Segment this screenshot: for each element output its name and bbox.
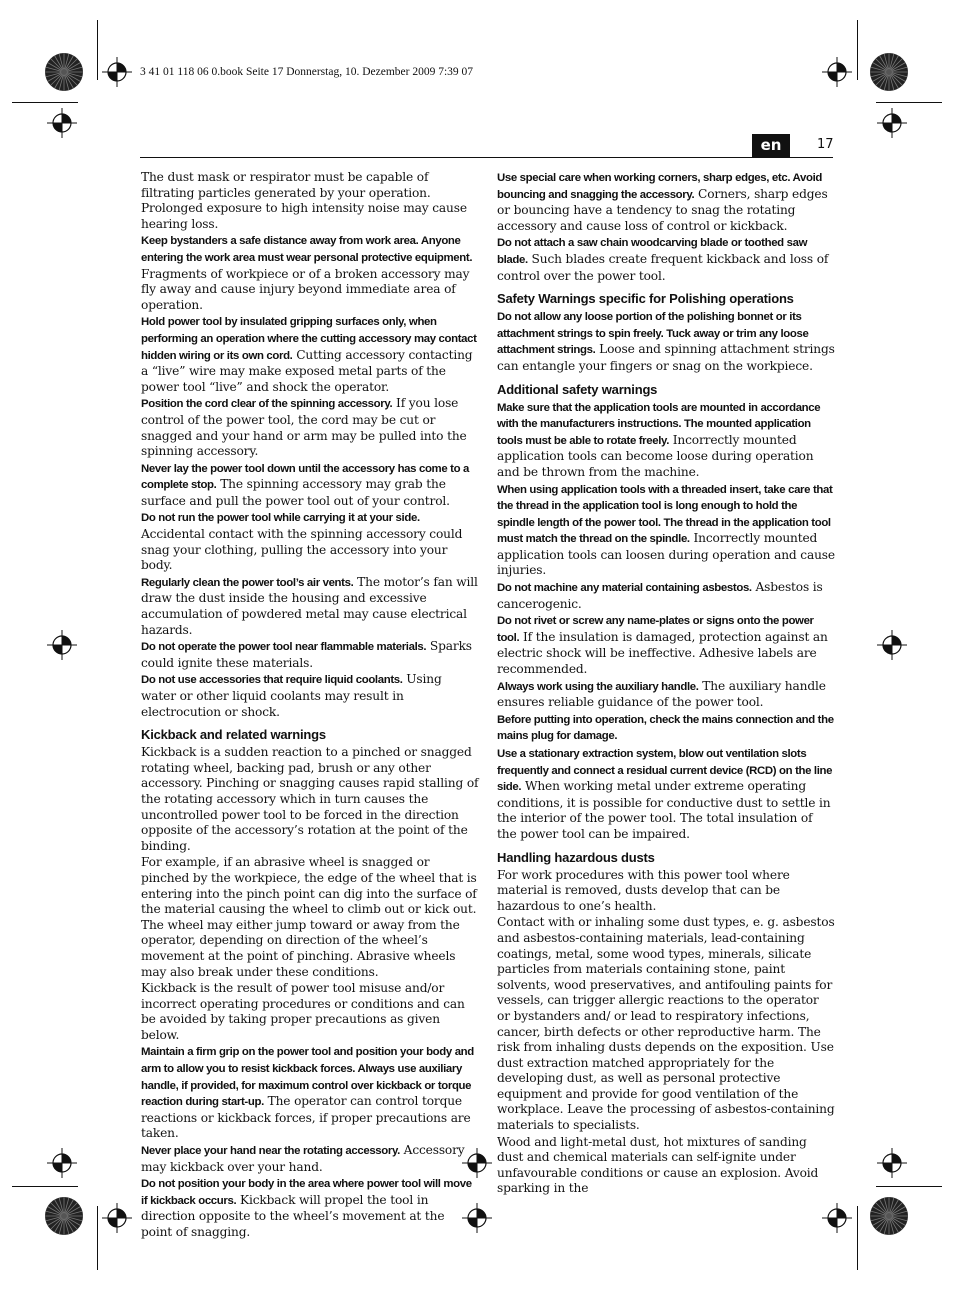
paragraph: [141, 314, 479, 395]
registration-mark-icon: [102, 57, 132, 87]
section-heading: Safety Warnings specific for Polishing operations: [497, 291, 794, 307]
paragraph-text: The dust mask or respirator must be capable of filtrating particles generated by your operation. Prolonged exposure to high intensity noise may cause hearing loss.: [141, 170, 467, 231]
section-heading: Additional safety warnings: [497, 381, 658, 397]
warning-lead: Do not run the power tool while carrying it at your side.: [141, 512, 420, 525]
warning-lead: When using application tools with a threaded insert, take care that the thread in the application tool is long enough to hold the spindle length of the power tool. The thread in the application tool must match the thread on the spindle.: [497, 483, 833, 546]
paragraph: [497, 400, 835, 481]
section-heading: Handling hazardous dusts: [497, 849, 655, 865]
warning-lead: Do not operate the power tool near flammable materials.: [141, 641, 427, 654]
paragraph-text: If the insulation is damaged, protection against an electric shock will be ineffective. Adhesive labels are recommended.: [497, 629, 828, 677]
paragraph-text: Fragments of workpiece or of a broken accessory may fly away and cause injury beyond immediate area of operation.: [141, 266, 470, 312]
registration-mark-icon: [462, 1203, 492, 1233]
paragraph-text: Kickback will propel the tool in direction opposite to the wheel’s movement at the point of snagging.: [141, 1192, 445, 1239]
paragraph: [497, 679, 835, 711]
color-target-icon: [44, 1196, 84, 1236]
left-column: [141, 170, 479, 1242]
warning-lead: Always work using the auxiliary handle.: [497, 680, 699, 693]
paragraph: [497, 868, 835, 915]
paragraph-text: The auxiliary handle ensures reliable guidance of the power tool.: [497, 678, 826, 710]
registration-mark-icon: [462, 1148, 492, 1178]
paragraph-text: Loose and spinning attachment strings can entangle your fingers or snag on the workpiece.: [497, 342, 835, 373]
paragraph-text: Cutting accessory contacting a “live” wire may make exposed metal parts of the power tool “live” and shock the operator.: [141, 347, 473, 394]
warning-lead: Make sure that the application tools are mounted in accordance with the manufacturers instructions. The mounted application tools must be able to rotate freely.: [497, 401, 821, 447]
paragraph-text: For example, if an abrasive wheel is snagged or pinched by the workpiece, the edge of the wheel that is entering into the pinch point can dig into the surface of the material causing the wheel to climb out or kick out. The wheel may either jump toward or away from the operator, depending on direction of the wheel’s movement at the point of pinching. Abrasive wheels may also break under these conditions.: [141, 855, 477, 979]
paragraph-text: Accessory may kickback over your hand.: [141, 1143, 465, 1174]
paragraph: [141, 575, 479, 638]
section-heading: Kickback and related warnings: [141, 727, 326, 743]
paragraph: [141, 745, 479, 854]
paragraph-text: The motor’s fan will draw the dust inside the housing and excessive accumulation of powdered metal may cause electrical hazards.: [141, 574, 478, 637]
registration-mark-icon: [102, 1203, 132, 1233]
warning-lead: Do not rivet or screw any name-plates or signs onto the power tool.: [497, 615, 814, 644]
paragraph: [497, 1135, 835, 1197]
paragraph-text: For work procedures with this power tool where material is removed, dusts develop that can be hazardous to one’s health.: [497, 867, 790, 913]
paragraph-text: Such blades create frequent kickback and loss of control over the power tool.: [497, 251, 829, 283]
warning-lead: Position the cord clear of the spinning accessory.: [141, 398, 393, 411]
paragraph: [497, 746, 835, 843]
registration-mark-icon: [822, 1203, 852, 1233]
paragraph-text: Using water or other liquid coolants may result in electrocution or shock.: [141, 672, 442, 719]
warning-lead: Before putting into operation, check the mains connection and the mains plug for damage.: [497, 713, 834, 743]
crop-mark: [876, 102, 942, 103]
paragraph: [141, 639, 479, 671]
paragraph-text: Sparks could ignite these materials.: [141, 639, 472, 670]
paragraph-text: Incorrectly mounted application tools can loosen during operation and cause injuries.: [497, 531, 835, 578]
paragraph-text: The operator can control torque reactions or kickback forces, if proper precautions are taken.: [141, 1094, 471, 1141]
warning-lead: Use a stationary extraction system, blow out ventilation slots frequently and connect a residual current device (RCD) on the line side.: [497, 748, 833, 794]
paragraph-text: Asbestos is cancerogenic.: [497, 580, 823, 611]
registration-mark-icon: [47, 630, 77, 660]
warning-lead: Do not machine any material containing asbestos.: [497, 582, 752, 595]
crop-mark: [97, 20, 98, 80]
warning-lead: Do not attach a saw chain woodcarving blade or toothed saw blade.: [497, 237, 808, 266]
crop-mark: [857, 20, 858, 80]
color-target-icon: [869, 52, 909, 92]
paragraph-text: Wood and light-metal dust, hot mixtures of sanding dust and chemical materials can self-ignite under unfavourable conditions or cause an explosion. Avoid sparking in the: [497, 1134, 819, 1196]
paragraph-text: Contact with or inhaling some dust types, e. g. asbestos and asbestos-containing materials, lead-containing coatings, metal, some wood types, minerals, silicate particles from materials containing stone, paint solvents, wood preservatives, and antifouling paints for vessels, can trigger allergic reactions to the operator or bystanders and/ or lead to respiratory infections, cancer, birth defects or other reproductive harm. The risk from inhaling dusts depends on the exposition. Use dust extraction matched appropriately for the developing dust, as well as personal protective equipment and provide for good ventilation of the workplace. Leave the processing of asbestos-containing materials to specialists.: [497, 915, 835, 1133]
paragraph: [141, 461, 479, 510]
warning-lead: Do not allow any loose portion of the polishing bonnet or its attachment strings to spin freely. Tuck away or trim any loose attachment strings.: [497, 311, 809, 357]
warning-lead: Keep bystanders a safe distance away from work area. Anyone entering the work area must wear personal protective equipment.: [141, 235, 473, 264]
paragraph: [141, 672, 479, 720]
warning-lead: Maintain a firm grip on the power tool and position your body and arm to allow you to resist kickback forces. Always use auxiliary handle, if provided, for maximum control over kickback or torque reaction during start-up.: [141, 1046, 474, 1109]
paragraph: [141, 396, 479, 459]
paragraph: [497, 309, 835, 374]
warning-lead: Do not use accessories that require liquid coolants.: [141, 674, 403, 687]
warning-lead: Do not position your body in the area where power tool will move if kickback occurs.: [141, 1178, 472, 1207]
warning-lead: Never lay the power tool down until the accessory has come to a complete stop.: [141, 462, 469, 492]
paragraph: [497, 712, 835, 745]
paragraph-text: Kickback is a sudden reaction to a pinched or snagged rotating wheel, backing pad, brush or any other accessory. Pinching or snagging causes rapid stalling of the rotating accessory which in turn causes the uncontrolled power tool to be forced in the direction opposite of the accessory’s rotation at the point of the binding.: [141, 745, 479, 853]
paragraph-text: Kickback is the result of power tool misuse and/or incorrect operating procedures or conditions and can be avoided by taking proper precautions as given below.: [141, 981, 465, 1042]
warning-lead: Never place your hand near the rotating accessory.: [141, 1145, 400, 1158]
registration-mark-icon: [877, 108, 907, 138]
paragraph-text: Accidental contact with the spinning accessory could snag your clothing, pulling the accessory into your body.: [141, 527, 463, 573]
language-tab: en: [752, 134, 790, 157]
paragraph: [497, 580, 835, 612]
paragraph: [141, 1044, 479, 1142]
paragraph: [141, 233, 479, 313]
paragraph-text: If you lose control of the power tool, the cord may be cut or snagged and your hand or arm may be pulled into the spinning accessory.: [141, 396, 467, 459]
right-column: [497, 170, 835, 1198]
paragraph-text: Corners, sharp edges or bouncing have a tendency to snag the rotating accessory and cause loss of control or kickback.: [497, 186, 828, 233]
registration-mark-icon: [877, 630, 907, 660]
paragraph-text: The spinning accessory may grab the surface and pull the power tool out of your control.: [141, 477, 450, 508]
paragraph-text: Incorrectly mounted application tools can become loose during operation and be thrown from the machine.: [497, 432, 814, 479]
paragraph: [141, 855, 479, 980]
registration-mark-icon: [877, 1148, 907, 1178]
page-number: 17: [817, 137, 834, 152]
print-slug: 3 41 01 118 06 0.book Seite 17 Donnerstag, 10. Dezember 2009 7:39 07: [140, 66, 474, 78]
color-target-icon: [869, 1196, 909, 1236]
paragraph: [141, 981, 479, 1043]
paragraph: [497, 482, 835, 580]
header-rule: [140, 157, 833, 158]
crop-mark: [97, 1206, 98, 1270]
paragraph: [497, 235, 835, 284]
paragraph: [141, 170, 479, 232]
crop-mark: [12, 102, 78, 103]
color-target-icon: [44, 52, 84, 92]
paragraph-text: When working metal under extreme operating conditions, it is possible for conductive dust to settle in the interior of the power tool. The total insulation of the power tool can be impaired.: [497, 779, 831, 841]
paragraph: [141, 1176, 479, 1240]
paragraph: [497, 170, 835, 234]
paragraph: [141, 510, 479, 573]
paragraph: [497, 613, 835, 677]
registration-mark-icon: [47, 1148, 77, 1178]
warning-lead: Regularly clean the power tool’s air vents.: [141, 576, 354, 589]
paragraph: [497, 915, 835, 1133]
paragraph: [141, 1143, 479, 1175]
warning-lead: Use special care when working corners, sharp edges, etc. Avoid bouncing and snagging the accessory.: [497, 172, 822, 201]
crop-mark: [12, 1186, 78, 1187]
warning-lead: Hold power tool by insulated gripping surfaces only, when performing an operation where the cutting accessory may contact hidden wiring or its own cord.: [141, 316, 477, 362]
crop-mark: [857, 1206, 858, 1270]
registration-mark-icon: [822, 57, 852, 87]
crop-mark: [876, 1186, 942, 1187]
registration-mark-icon: [47, 108, 77, 138]
